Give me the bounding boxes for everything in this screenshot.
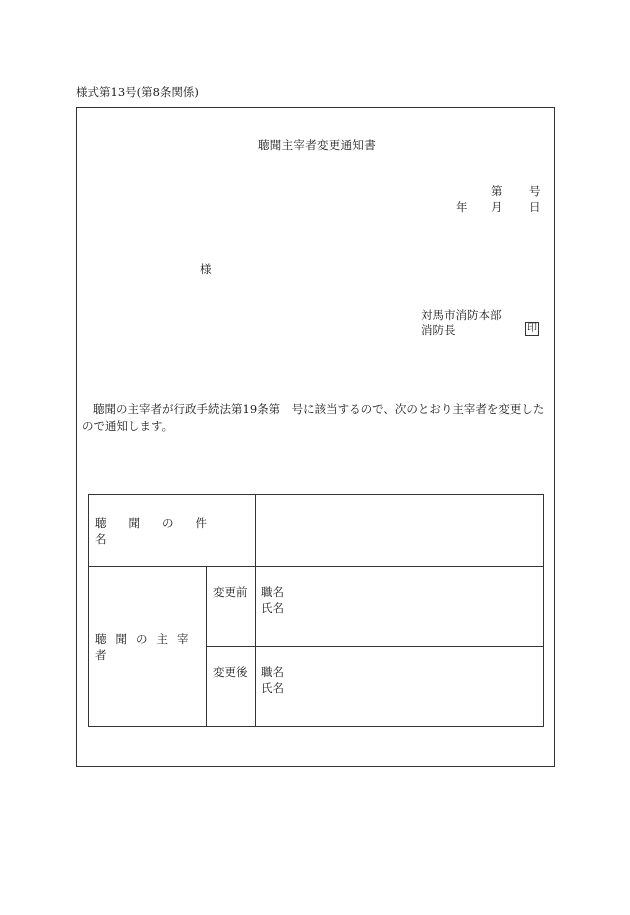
after-change-value (256, 647, 544, 727)
date-month-label: 月 (491, 200, 503, 214)
before-change-value (256, 567, 544, 647)
before-position-label: 職名 (261, 585, 284, 599)
sender-title: 消防長 (421, 323, 456, 337)
after-change-label: 変更後 (207, 647, 256, 727)
presider-label: 聴聞の主宰者 (89, 567, 207, 727)
date-year-label: 年 (456, 200, 468, 214)
sender-organization: 対馬市消防本部 (421, 308, 502, 322)
document-title: 聴聞主宰者変更通知書 (258, 138, 376, 152)
after-position-label: 職名 (261, 665, 284, 679)
case-name-label: 聴聞の件名 (89, 495, 256, 567)
form-number-label: 様式第13号(第8条関係) (76, 85, 199, 99)
before-change-label: 変更前 (207, 567, 256, 647)
notice-body-text: 聴聞の主宰者が行政手続法第19条第 号に該当するので、次のとおり主宰者を変更したので通知します。 (82, 402, 545, 433)
change-details-table (88, 494, 544, 727)
case-name-value (256, 495, 544, 567)
table-row (89, 495, 544, 567)
doc-number-suffix: 号 (529, 184, 541, 198)
after-name-label: 氏名 (261, 681, 284, 695)
addressee-suffix: 様 (200, 262, 212, 276)
date-day-label: 日 (529, 200, 541, 214)
before-name-label: 氏名 (261, 601, 284, 615)
doc-number-prefix: 第 (491, 184, 503, 198)
table-row (89, 567, 544, 647)
seal-stamp-icon: 印 (527, 323, 537, 334)
